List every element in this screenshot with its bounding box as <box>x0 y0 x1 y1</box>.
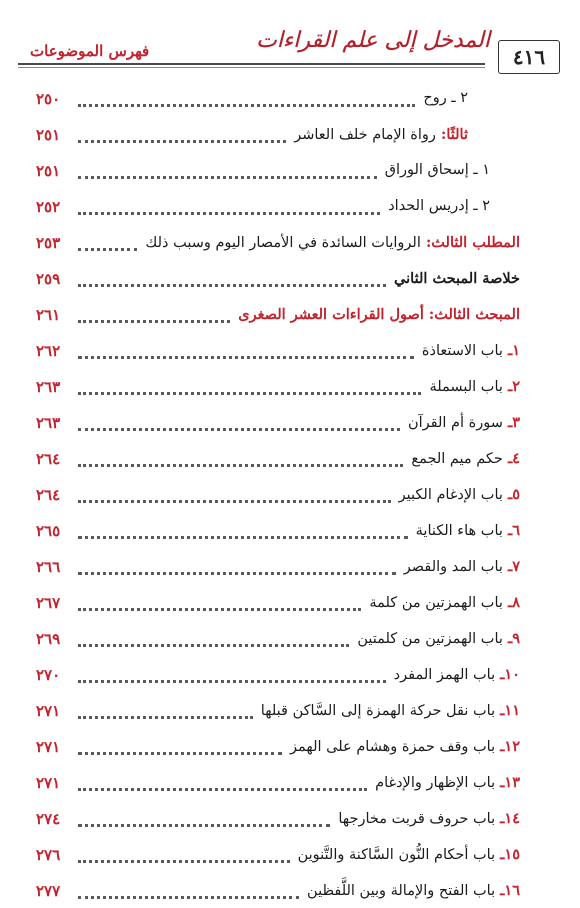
toc-entry-prefix: ٢ ـ <box>446 90 468 106</box>
toc-entry-page: ٢٦٤ <box>36 450 61 468</box>
toc-entry-prefix: ٧ـ <box>502 558 520 575</box>
toc-entry-page: ٢٦١ <box>36 306 61 324</box>
toc-entry-prefix: ١٤ـ <box>495 810 520 827</box>
toc-entry <box>0 230 580 260</box>
toc-entry-text: باب الاستعاذة <box>421 343 503 359</box>
leader-dots <box>78 196 380 215</box>
leader-dots <box>78 232 137 251</box>
leader-dots <box>78 340 414 359</box>
section-title: فهرس الموضوعات <box>30 42 150 60</box>
toc-entry-prefix: ١٢ـ <box>495 738 520 755</box>
toc-entry-page: ٢٧٦ <box>36 846 61 864</box>
header-rule <box>18 63 485 65</box>
toc-entry-text: باب أحكام النُّون السَّاكنة والتَّنوين <box>297 847 496 863</box>
toc-entry-prefix: المطلب الثالث: <box>420 234 520 251</box>
toc-entry-prefix: ١٠ـ <box>495 666 520 683</box>
leader-dots <box>78 664 386 683</box>
toc-entry-page: ٢٥٠ <box>36 90 61 108</box>
toc-entry-text: باب حروف قربت مخارجها <box>338 811 496 827</box>
toc-entry-text: باب الفتح والإمالة وبين اللَّفظين <box>307 883 496 899</box>
toc-entry <box>0 410 580 440</box>
toc-entry <box>0 590 580 620</box>
leader-dots <box>78 700 253 719</box>
toc-entry-page: ٢٥٢ <box>36 198 61 216</box>
toc-entry-title <box>261 702 520 719</box>
leader-dots <box>78 808 330 827</box>
toc-entry <box>0 734 580 764</box>
toc-entry-text: باب البسملة <box>429 379 503 395</box>
toc-entry-prefix: ثالثًا: <box>435 126 468 143</box>
toc-entry-page: ٢٦٣ <box>36 378 61 396</box>
toc-entry-text: باب وقف حمزة وهشام على الهمز <box>290 739 496 755</box>
leader-dots <box>78 484 391 503</box>
toc-entry <box>0 122 580 152</box>
toc-entry-title <box>423 90 468 106</box>
toc-entry-text: باب هاء الكناية <box>415 523 503 539</box>
toc-entry-title <box>369 594 520 611</box>
toc-entry-title <box>357 630 520 647</box>
toc-entry-page: ٢٧١ <box>36 774 61 792</box>
toc-entry-page: ٢٥٩ <box>36 270 61 288</box>
toc-entry <box>0 842 580 872</box>
toc-entry-title <box>388 198 490 214</box>
leader-dots <box>78 412 400 431</box>
toc-entry-page: ٢٦٥ <box>36 522 61 540</box>
toc-entry <box>0 554 580 584</box>
leader-dots <box>78 376 421 395</box>
toc-entry-text: أصول القراءات العشر الصغرى <box>238 306 424 323</box>
leader-dots <box>78 124 286 143</box>
toc-entry-text: باب الهمز المفرد <box>393 667 496 683</box>
toc-entry-title <box>422 342 520 359</box>
toc-entry-text: إسحاق الوراق <box>384 162 469 178</box>
leader-dots <box>78 628 349 647</box>
toc-entry-page: ٢٦٣ <box>36 414 61 432</box>
toc-entry <box>0 482 580 512</box>
page-number: ٤١٦ <box>512 45 546 69</box>
toc-entry-page: ٢٦٦ <box>36 558 61 576</box>
toc-entry-prefix: ١٥ـ <box>495 846 520 863</box>
toc-entry <box>0 266 580 296</box>
toc-entry-text: باب المد والقصر <box>403 559 503 575</box>
toc-entry-title <box>411 450 520 467</box>
toc-entry-title <box>307 882 520 899</box>
toc-entry-title <box>404 558 520 575</box>
toc-entry-prefix: ٨ـ <box>502 594 520 611</box>
toc-entry-prefix: ٣ـ <box>502 414 520 431</box>
toc-entry-page: ٢٧١ <box>36 738 61 756</box>
toc-entry-page: ٢٦٩ <box>36 630 61 648</box>
toc-entry-page: ٢٧٤ <box>36 810 61 828</box>
leader-dots <box>78 520 408 539</box>
leader-dots <box>78 448 403 467</box>
toc-entry-page: ٢٦٤ <box>36 486 61 504</box>
toc-entry-text: حكم ميم الجمع <box>411 451 503 467</box>
toc-entry-prefix: ٩ـ <box>502 630 520 647</box>
toc-entry-prefix: ٥ـ <box>502 486 520 503</box>
toc-entry-text: إدريس الحداد <box>388 198 469 214</box>
toc-entry-prefix: ١ ـ <box>468 162 490 178</box>
leader-dots <box>78 592 361 611</box>
toc-entry-title <box>399 486 520 503</box>
header-rule-thin <box>18 67 485 68</box>
toc-entry-title <box>145 234 520 251</box>
leader-dots <box>78 88 415 107</box>
toc-entry-title <box>416 522 520 539</box>
toc-entry <box>0 662 580 692</box>
toc-entry-text: خلاصة المبحث الثاني <box>394 270 520 287</box>
leader-dots <box>78 268 386 287</box>
toc-entry-page: ٢٦٧ <box>36 594 61 612</box>
toc-entry-page: ٢٧٠ <box>36 666 61 684</box>
toc-entry-text: رواة الإمام خلف العاشر <box>294 127 436 143</box>
toc-entry-text: الروايات السائدة في الأمصار اليوم وسبب ذلك <box>145 235 421 251</box>
leader-dots <box>78 556 396 575</box>
toc-entry <box>0 158 580 188</box>
toc-entry <box>0 698 580 728</box>
toc-entry-title <box>238 306 520 323</box>
book-title: المدخل إلى علم القراءات <box>256 28 490 53</box>
toc-entry <box>0 302 580 332</box>
toc-entry-prefix: ٤ـ <box>502 450 520 467</box>
toc-entry-title <box>290 738 520 755</box>
toc-entry-text: باب الإظهار والإدغام <box>375 775 496 791</box>
toc-entry-text: باب الهمزتين من كلمة <box>369 595 503 611</box>
page-number-box <box>498 40 560 74</box>
page-header <box>0 0 580 80</box>
toc-entry-prefix: ٦ـ <box>502 522 520 539</box>
toc-entry-title <box>298 846 520 863</box>
leader-dots <box>78 160 377 179</box>
toc-entry-page: ٢٦٢ <box>36 342 61 360</box>
toc-entry-prefix: المبحث الثالث: <box>423 306 520 323</box>
toc-entry-text: سورة أم القرآن <box>407 415 503 431</box>
toc-entry <box>0 626 580 656</box>
toc-entry <box>0 194 580 224</box>
toc-entry-text: باب نقل حركة الهمزة إلى السَّاكن قبلها <box>260 703 496 719</box>
leader-dots <box>78 880 299 899</box>
toc-entry <box>0 374 580 404</box>
toc-entry <box>0 446 580 476</box>
toc-entry <box>0 770 580 800</box>
toc-entry-page: ٢٥٣ <box>36 234 61 252</box>
toc-entry-text: روح <box>423 90 447 106</box>
leader-dots <box>78 304 230 323</box>
toc-entry <box>0 86 580 116</box>
toc-entry-prefix: ٢ـ <box>502 378 520 395</box>
toc-entry <box>0 338 580 368</box>
leader-dots <box>78 772 367 791</box>
toc-entry-page: ٢٥١ <box>36 162 61 180</box>
toc-entry-prefix: ٢ ـ <box>468 198 490 214</box>
toc-entry-text: باب الهمزتين من كلمتين <box>357 631 503 647</box>
toc-entry-title <box>408 414 520 431</box>
toc-entry-title <box>394 270 520 287</box>
toc-entry-title <box>338 810 520 827</box>
toc-entry <box>0 806 580 836</box>
toc-entry-title <box>375 774 520 791</box>
toc-entry-page: ٢٧٧ <box>36 882 61 900</box>
toc-entry-prefix: ١ـ <box>502 342 520 359</box>
leader-dots <box>78 736 282 755</box>
toc-entry-prefix: ١١ـ <box>495 702 520 719</box>
toc-entry-page: ٢٧١ <box>36 702 61 720</box>
toc-entry-title <box>429 378 520 395</box>
toc-entry-title <box>294 126 468 143</box>
toc-entry-prefix: ١٣ـ <box>495 774 520 791</box>
leader-dots <box>78 844 290 863</box>
toc-entry-title <box>385 162 490 178</box>
toc-entry-title <box>394 666 520 683</box>
toc-entry <box>0 518 580 548</box>
toc-entry-page: ٢٥١ <box>36 126 61 144</box>
toc-entry <box>0 878 580 908</box>
toc-entry-prefix: ١٦ـ <box>495 882 520 899</box>
toc-entry-text: باب الإدغام الكبير <box>398 487 503 503</box>
